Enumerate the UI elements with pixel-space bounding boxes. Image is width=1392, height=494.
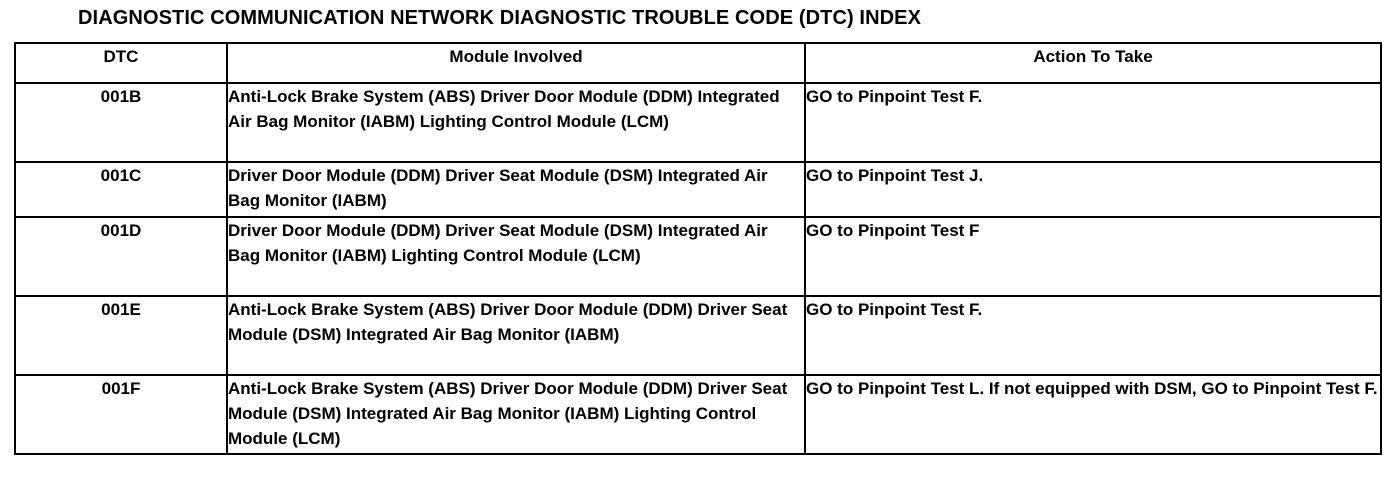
module-involved: Anti-Lock Brake System (ABS) Driver Door Module (DDM) Driver Seat Module (DSM) Integrated Air Bag Monitor (IABM) [227,296,805,375]
module-involved: Driver Door Module (DDM) Driver Seat Module (DSM) Integrated Air Bag Monitor (IABM) [227,162,805,217]
module-involved: Driver Door Module (DDM) Driver Seat Module (DSM) Integrated Air Bag Monitor (IABM) Lighting Control Module (LCM) [227,217,805,296]
dtc-code: 001B [15,83,227,162]
table-row [15,296,1381,375]
table-header-row [15,43,1381,83]
table-row [15,83,1381,162]
action-to-take: GO to Pinpoint Test F. [805,296,1381,375]
action-to-take: GO to Pinpoint Test F [805,217,1381,296]
action-to-take: GO to Pinpoint Test F. [805,83,1381,162]
dtc-code: 001E [15,296,227,375]
module-involved: Anti-Lock Brake System (ABS) Driver Door Module (DDM) Driver Seat Module (DSM) Integrated Air Bag Monitor (IABM) Lighting Control Module (LCM) [227,375,805,454]
header-dtc: DTC [15,43,227,83]
document-title: DIAGNOSTIC COMMUNICATION NETWORK DIAGNOSTIC TROUBLE CODE (DTC) INDEX [78,7,922,29]
header-action-to-take: Action To Take [805,43,1381,83]
dtc-code: 001D [15,217,227,296]
dtc-index-table [14,42,1382,455]
dtc-code: 001F [15,375,227,454]
header-module-involved: Module Involved [227,43,805,83]
action-to-take: GO to Pinpoint Test J. [805,162,1381,217]
table-row [15,375,1381,454]
action-to-take: GO to Pinpoint Test L. If not equipped with DSM, GO to Pinpoint Test F. [805,375,1381,454]
module-involved: Anti-Lock Brake System (ABS) Driver Door Module (DDM) Integrated Air Bag Monitor (IABM) Lighting Control Module (LCM) [227,83,805,162]
table-row [15,162,1381,217]
dtc-code: 001C [15,162,227,217]
table-row [15,217,1381,296]
